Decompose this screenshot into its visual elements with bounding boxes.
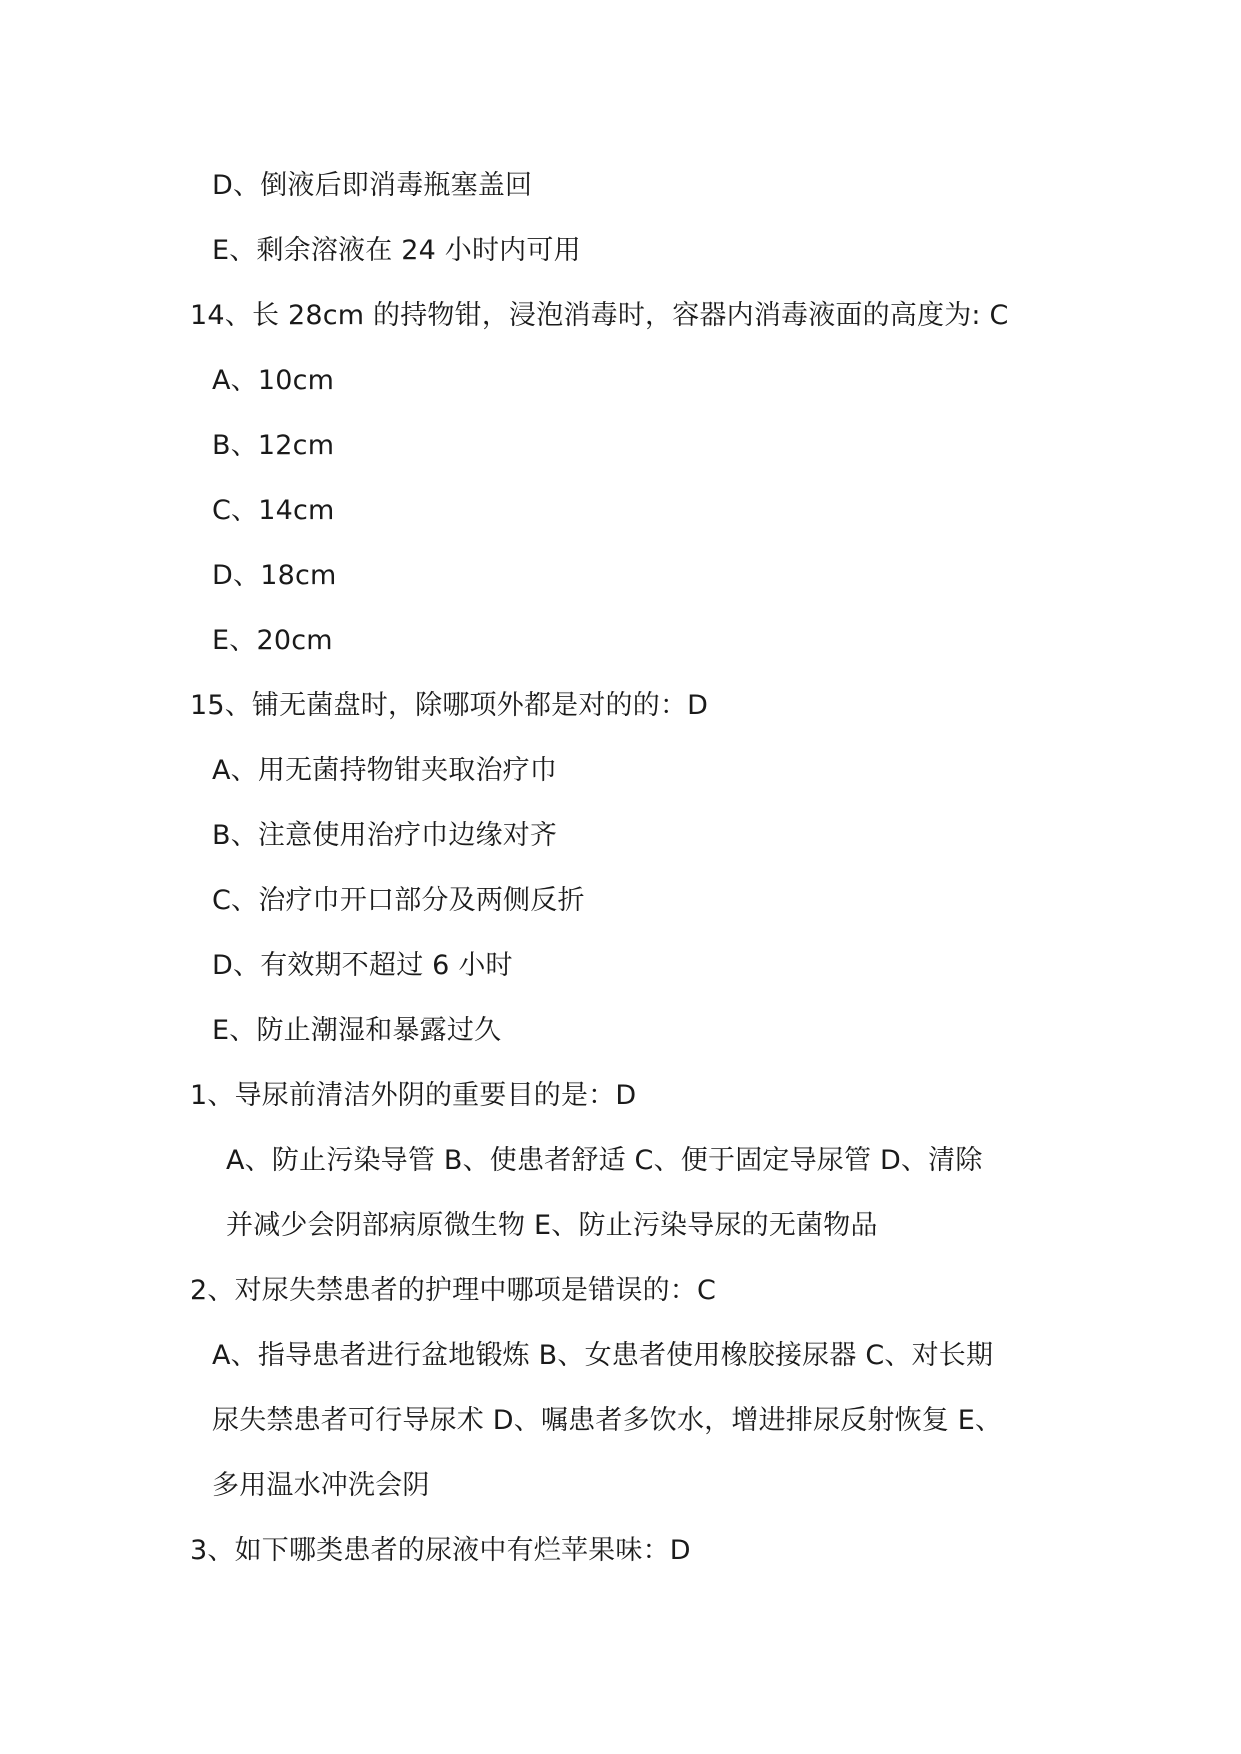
- option-14c: C、14cm: [212, 495, 335, 526]
- option-15e: E、防止潮湿和暴露过久: [212, 1015, 502, 1046]
- options-2-line-1: A、指导患者进行盆地锻炼 B、女患者使用橡胶接尿器 C、对长期: [212, 1340, 994, 1371]
- option-15d: D、有效期不超过 6 小时: [212, 950, 513, 981]
- options-1-line-1: A、防止污染导管 B、使患者舒适 C、便于固定导尿管 D、清除: [226, 1145, 983, 1176]
- option-14a: A、10cm: [212, 365, 335, 396]
- question-2: 2、对尿失禁患者的护理中哪项是错误的：C: [190, 1275, 717, 1306]
- question-15: 15、铺无菌盘时，除哪项外都是对的的：D: [190, 690, 709, 721]
- question-1: 1、导尿前清洁外阴的重要目的是：D: [190, 1080, 637, 1111]
- option-15c: C、治疗巾开口部分及两侧反折: [212, 885, 585, 916]
- option-14d: D、18cm: [212, 560, 337, 591]
- question-3: 3、如下哪类患者的尿液中有烂苹果味：D: [190, 1535, 691, 1566]
- option-14e: E、20cm: [212, 625, 333, 656]
- option-13e: E、剩余溶液在 24 小时内可用: [212, 235, 581, 266]
- options-1-line-2: 并减少会阴部病原微生物 E、防止污染导尿的无菌物品: [226, 1210, 878, 1241]
- option-13d: D、倒液后即消毒瓶塞盖回: [212, 170, 533, 201]
- options-2-line-3: 多用温水冲洗会阴: [212, 1470, 430, 1501]
- option-14b: B、12cm: [212, 430, 335, 461]
- option-15a: A、用无菌持物钳夹取治疗巾: [212, 755, 558, 786]
- options-2-line-2: 尿失禁患者可行导尿术 D、嘱患者多饮水，增进排尿反射恢复 E、: [212, 1405, 1003, 1436]
- option-15b: B、注意使用治疗巾边缘对齐: [212, 820, 558, 851]
- question-14: 14、长 28cm 的持物钳，浸泡消毒时，容器内消毒液面的高度为: C: [190, 300, 1009, 331]
